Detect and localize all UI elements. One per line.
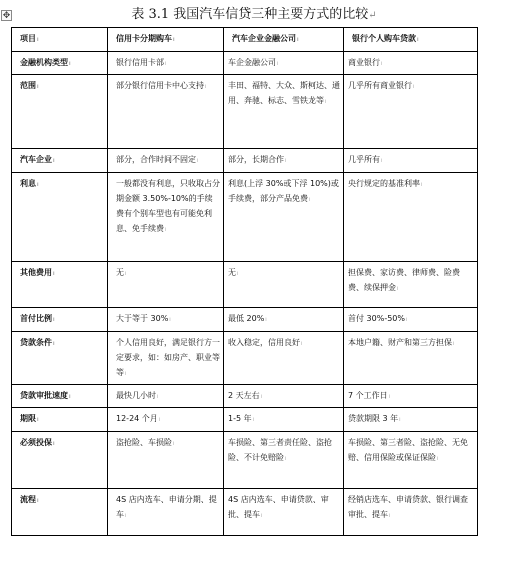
- table-cell: 经销店选车、申请贷款、银行调查审批、提车ₗ: [344, 489, 478, 536]
- table-cell: 最快几小时ₗ: [108, 385, 224, 408]
- table-cell: 无ₗ: [108, 262, 224, 308]
- header-cell-item: 项目ₗ: [12, 28, 108, 52]
- table-cell: 部分，合作时间不固定ₗ: [108, 149, 224, 173]
- row-label-cell: 汽车企业ₗ: [12, 149, 108, 173]
- table-cell: 12-24 个月ₗ: [108, 408, 224, 432]
- comparison-table: [11, 27, 478, 536]
- table-row: [12, 489, 478, 536]
- table-cell: 7 个工作日ₗ: [344, 385, 478, 408]
- table-cell: 部分，长期合作ₗ: [224, 149, 344, 173]
- table-cell: 商业银行ₗ: [344, 52, 478, 75]
- table-cell: 首付 30%-50%ₗ: [344, 308, 478, 332]
- table-cell: 车损险、第三者责任险、盗抢险、不计免赔险ₗ: [224, 432, 344, 489]
- row-label-cell: 流程ₗ: [12, 489, 108, 536]
- table-cell: 一般都没有利息，只收取占分期金额 3.50%-10%的手续费有个别车型也有可能免利息、免手续费ₗ: [108, 173, 224, 262]
- paragraph-mark: ↵: [368, 10, 377, 21]
- table-row: [12, 332, 478, 385]
- table-row: [12, 408, 478, 432]
- table-cell: 2 天左右ₗ: [224, 385, 344, 408]
- table-cell: 收入稳定，信用良好ₗ: [224, 332, 344, 385]
- table-cell: 最低 20%ₗ: [224, 308, 344, 332]
- table-cell: 贷款期限 3 年ₗ: [344, 408, 478, 432]
- table-cell: 丰田、福特、大众、斯柯达、通用、奔驰、标志、雪铁龙等ₗ: [224, 75, 344, 149]
- table-cell: 无ₗ: [224, 262, 344, 308]
- table-header-row: [12, 28, 478, 52]
- row-label-cell: 必须投保ₗ: [12, 432, 108, 489]
- table-cell: 4S 店内选车、申请分期、提车ₗ: [108, 489, 224, 536]
- table-body: [12, 28, 478, 536]
- table-row: [12, 149, 478, 173]
- table-cell: 个人信用良好，满足银行方一定要求，如：如房产、职业等等ₗ: [108, 332, 224, 385]
- table-cell: 几乎所有ₗ: [344, 149, 478, 173]
- table-cell: 本地户籍、财产和第三方担保ₗ: [344, 332, 478, 385]
- table-cell: 几乎所有商业银行ₗ: [344, 75, 478, 149]
- table-cell: 车损险、第三者险、盗抢险、无免赔、信用保险或保证保险ₗ: [344, 432, 478, 489]
- header-cell-credit-card: 信用卡分期购车ₗ: [108, 28, 224, 52]
- table-cell: 大于等于 30%ₗ: [108, 308, 224, 332]
- row-label-cell: 贷款条件ₗ: [12, 332, 108, 385]
- row-label-cell: 金融机构类型ₗ: [12, 52, 108, 75]
- table-cell: 利息(上浮 30%或下浮 10%)或手续费，部分产品免费ₗ: [224, 173, 344, 262]
- table-cell: 4S 店内选车、申请贷款、审批、提车ₗ: [224, 489, 344, 536]
- table-cell: 央行规定的基准利率ₗ: [344, 173, 478, 262]
- header-cell-auto-finance: 汽车企业金融公司ₗ: [224, 28, 344, 52]
- caption-text: 表 3.1 我国汽车信贷三种主要方式的比较: [131, 7, 369, 22]
- table-cell: 车企金融公司ₗ: [224, 52, 344, 75]
- row-label-cell: 范围ₗ: [12, 75, 108, 149]
- header-cell-bank-loan: 银行个人购车贷款ₗ: [344, 28, 478, 52]
- row-label-cell: 利息ₗ: [12, 173, 108, 262]
- table-cell: 盗抢险、车损险ₗ: [108, 432, 224, 489]
- table-caption: [0, 6, 508, 25]
- table-move-handle[interactable]: ✥: [2, 11, 11, 21]
- row-label-cell: 其他费用ₗ: [12, 262, 108, 308]
- table-row: [12, 173, 478, 262]
- table-row: [12, 432, 478, 489]
- row-label-cell: 首付比例ₗ: [12, 308, 108, 332]
- table-cell: 部分银行信用卡中心支持ₗ: [108, 75, 224, 149]
- table-cell: 担保费、家访费、律师费、险费费、续保押金ₗ: [344, 262, 478, 308]
- table-row: [12, 385, 478, 408]
- table-cell: 1-5 年ₗ: [224, 408, 344, 432]
- table-row: [12, 262, 478, 308]
- table-row: [12, 308, 478, 332]
- row-label-cell: 期限ₗ: [12, 408, 108, 432]
- table-cell: 银行信用卡部ₗ: [108, 52, 224, 75]
- table-row: [12, 75, 478, 149]
- table-row: [12, 52, 478, 75]
- row-label-cell: 贷款审批速度ₗ: [12, 385, 108, 408]
